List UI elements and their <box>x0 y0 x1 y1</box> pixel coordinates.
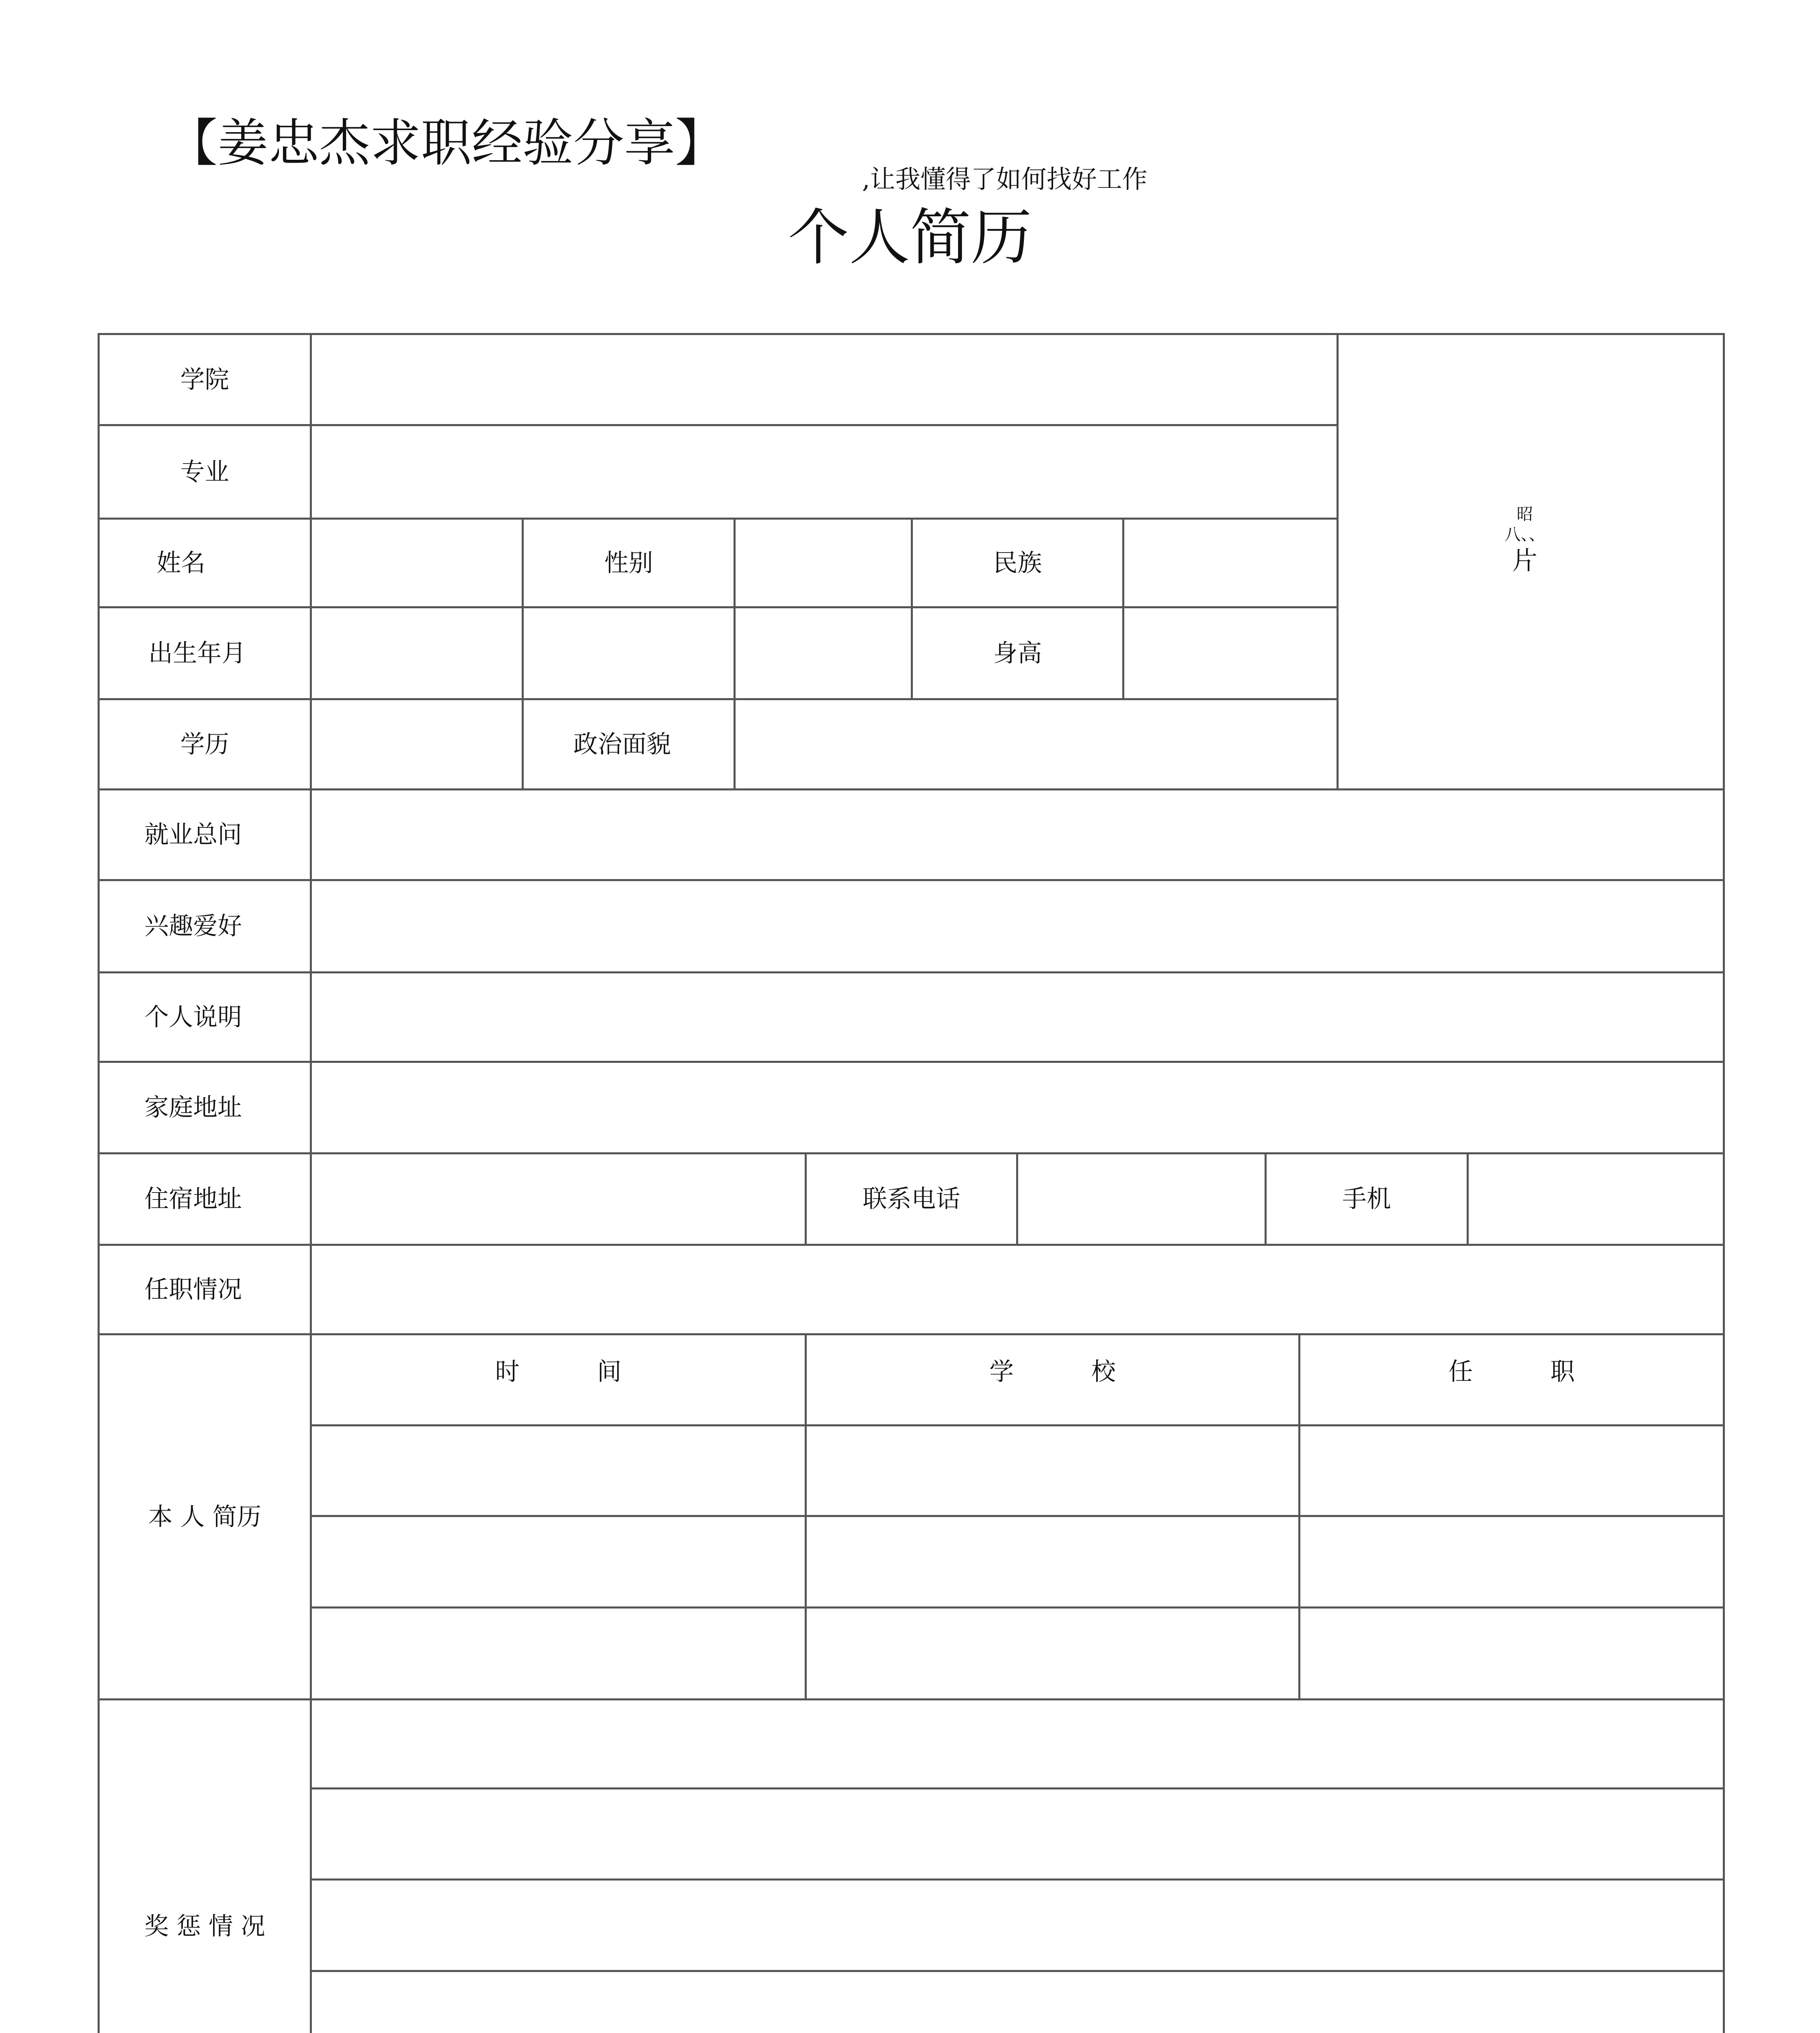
table-rule <box>98 1244 1725 1246</box>
photo-label-line1: 昭 <box>1517 505 1533 524</box>
photo-label-line2: 八、、 <box>1504 525 1545 544</box>
table-rule <box>98 1061 1725 1063</box>
table-rule <box>98 333 1725 335</box>
photo-placeholder <box>1484 504 1565 577</box>
label-personal-note: 个人说明 <box>144 1003 242 1032</box>
label-positions: 任职情况 <box>144 1275 242 1304</box>
subline: ,让我懂得了如何找好工作 <box>862 164 1147 194</box>
table-rule <box>310 1787 1725 1789</box>
headline: 【姜忠杰求职经验分享】 <box>167 114 726 173</box>
label-political: 政治面貌 <box>573 730 671 759</box>
label-height: 身高 <box>993 639 1042 668</box>
label-rewards: 奖 惩 情 况 <box>144 1912 266 1941</box>
label-home-address: 家庭地址 <box>144 1093 242 1122</box>
table-rule <box>1122 518 1124 700</box>
table-rule <box>310 1878 1725 1881</box>
label-mobile: 手机 <box>1342 1185 1391 1213</box>
label-employment: 就业总问 <box>144 821 242 849</box>
table-rule <box>1016 1152 1018 1246</box>
photo-label-line3: 片 <box>1512 546 1537 575</box>
page-title: 个人简历 <box>788 202 1032 273</box>
table-rule <box>310 1970 1725 1972</box>
table-rule <box>98 879 1725 881</box>
label-contact-phone: 联系电话 <box>862 1185 960 1213</box>
table-rule <box>98 1698 1725 1700</box>
table-rule <box>1723 333 1725 2033</box>
table-rule <box>310 1515 1725 1517</box>
table-rule <box>734 518 736 790</box>
column-header-school: 学 校 <box>989 1358 1116 1386</box>
label-resume: 本 人 简历 <box>148 1502 261 1531</box>
table-rule <box>98 788 1725 790</box>
table-rule <box>1467 1152 1469 1246</box>
label-hobbies: 兴趣爱好 <box>144 912 242 940</box>
label-dorm-address: 住宿地址 <box>144 1185 242 1213</box>
table-rule <box>310 333 312 2033</box>
label-birth: 出生年月 <box>148 639 246 668</box>
table-rule <box>98 971 1725 973</box>
label-name: 姓名 <box>157 549 205 577</box>
table-rule <box>1337 333 1339 790</box>
table-rule <box>310 1606 1725 1609</box>
table-rule <box>310 1424 1725 1426</box>
label-gender: 性别 <box>604 549 653 577</box>
column-header-position: 任 职 <box>1448 1358 1575 1386</box>
label-major: 专业 <box>180 457 229 486</box>
column-header-time: 时 间 <box>495 1358 622 1386</box>
label-ethnicity: 民族 <box>993 549 1042 577</box>
label-college: 学院 <box>180 365 229 394</box>
label-education: 学历 <box>180 730 229 759</box>
